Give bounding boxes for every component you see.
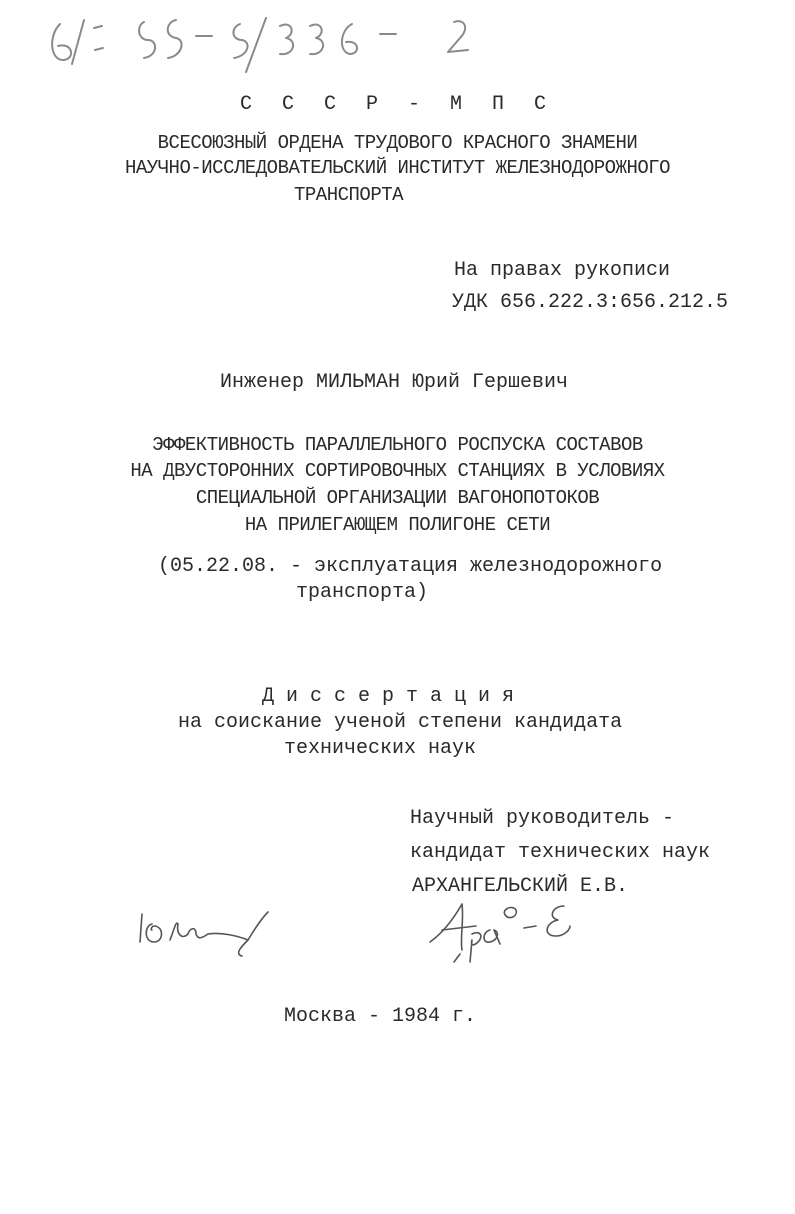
author-signature — [130, 900, 280, 960]
archive-mark-stroke — [246, 18, 266, 72]
signature-stroke — [140, 914, 142, 942]
signature-stroke — [547, 906, 570, 936]
dissertation-heading: Д и с с е р т а ц и я — [262, 685, 515, 708]
author: Инженер МИЛЬМАН Юрий Гершевич — [220, 371, 569, 394]
archive-mark — [40, 6, 520, 76]
archive-mark-stroke — [168, 20, 182, 58]
specialty-line-1: (05.22.08. - эксплуатация железнодорожного — [158, 555, 663, 578]
dissertation-line-1: на соискание ученой степени кандидата — [178, 711, 623, 734]
title-line-3: СПЕЦИАЛЬНОЙ ОРГАНИЗАЦИИ ВАГОНОПОТОКОВ — [195, 487, 600, 509]
udk-code: УДК 656.222.3:656.212.5 — [452, 291, 729, 314]
signature-stroke — [208, 933, 248, 956]
signature-stroke — [248, 912, 268, 940]
archive-mark-stroke — [310, 25, 323, 55]
org-short-name: С С С Р - М П С — [239, 93, 556, 116]
archive-mark-stroke — [342, 24, 357, 54]
supervisor-degree: кандидат технических наук — [410, 841, 711, 864]
dissertation-line-2: технических наук — [284, 737, 477, 760]
signature-stroke — [504, 908, 516, 918]
signature-stroke — [470, 933, 481, 962]
institute-line-2: НАУЧНО-ИССЛЕДОВАТЕЛЬСКИЙ ИНСТИТУТ ЖЕЛЕЗНОДОРОЖНОГО — [124, 157, 671, 179]
signature-stroke — [454, 954, 460, 962]
signature-stroke — [146, 924, 161, 942]
archive-mark-stroke — [280, 25, 293, 55]
archive-mark-stroke — [448, 21, 468, 52]
archive-mark-stroke — [52, 24, 71, 60]
institute-line-1: ВСЕСОЮЗНЫЙ ОРДЕНА ТРУДОВОГО КРАСНОГО ЗНАМЕНИ — [157, 132, 638, 154]
archive-mark-stroke — [94, 26, 103, 50]
supervisor-role: Научный руководитель - — [410, 807, 675, 830]
signature-stroke — [170, 923, 208, 940]
title-line-1: ЭФФЕКТИВНОСТЬ ПАРАЛЛЕЛЬНОГО РОСПУСКА СОСТАВОВ — [152, 434, 643, 456]
specialty-line-2: транспорта) — [296, 581, 429, 604]
signature-stroke — [430, 904, 463, 950]
title-line-4: НА ПРИЛЕГАЮЩЕМ ПОЛИГОНЕ СЕТИ — [244, 514, 551, 536]
archive-mark-stroke — [72, 20, 84, 64]
city-year: Москва - 1984 г. — [284, 1005, 477, 1028]
archive-mark-stroke — [233, 24, 247, 58]
archive-mark-stroke — [139, 22, 155, 58]
manuscript-rights: На правах рукописи — [454, 259, 671, 282]
signature-stroke — [484, 930, 500, 944]
supervisor-name: АРХАНГЕЛЬСКИЙ Е.В. — [412, 875, 629, 898]
institute-line-3: ТРАНСПОРТА — [294, 184, 404, 206]
signature-stroke — [524, 926, 536, 928]
title-line-2: НА ДВУСТОРОННИХ СОРТИРОВОЧНЫХ СТАНЦИЯХ В УСЛОВИЯХ — [130, 460, 665, 482]
supervisor-signature — [420, 890, 590, 970]
